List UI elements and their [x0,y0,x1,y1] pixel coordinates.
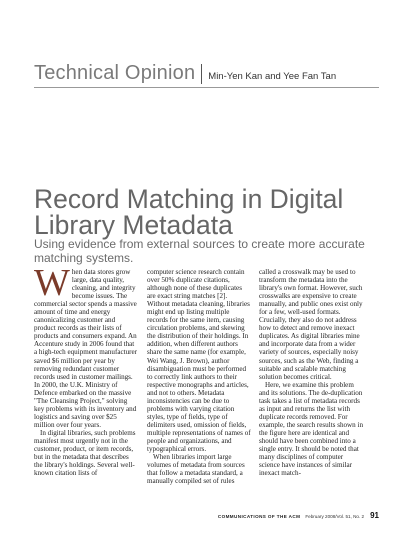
header [34,62,379,85]
paragraph: When libraries import large volumes of metadata from sources that follow a metadata standard, a manually compiled set of rules [147,453,245,486]
page-footer [34,511,379,520]
paragraph: computer science research contain over 50% duplicate citations, although none of these duplicates are exact string matches [2]. Without metadata cleaning, libraries might end up listing multiple records for the same item, causing circulation problems, and skewing the distribution of their holdings. In addition, when different authors share the same name (for example, Wei Wang, J. Brown), author disambiguation must be performed to correctly link authors to their respective monographs and articles, and not to others. Metadata inconsistencies can be due to problems with varying citation styles, type of fields, type of delimiters used, omission of fields, multiple representations of names of people and organizations, and typographical errors. [147,268,251,454]
header-rule [34,87,379,88]
paragraph-text: hen data stores grow large, data quality, cleaning, and integrity become issues. The commercial sector spends a massive amount of time and energy canonicalizing customer and product records as their lists of products and consumers expand. An Accenture study in 2006 found that a high-tech equipment manufacturer saved $6 million per year by removing redundant customer records used in customer mailings. In 2000, the U.K. Ministry of Defence embarked on the massive "The Cleansing Project," solving key problems with its inventory and logistics and saving over $25 million over four years. [34,268,138,429]
page-number: 91 [370,511,379,520]
paragraph: In digital libraries, such problems manifest most urgently not in the customer, product, or item records, but in the metadata that describes the library's holdings. Several well-known citation lists of [34,428,136,478]
journal-name: COMMUNICATIONS OF THE ACM [217,514,301,519]
paragraph [34,262,138,429]
article-subtitle: Using evidence from external sources to create more accurate matching systems. [34,237,365,265]
drop-cap: W [34,262,70,304]
paragraph: Here, we examine this problem and its solutions. The de-duplication task takes a list of metadata records as input and returns the list with duplicate records removed. For example, the search results shown in the figure here are identical and should have been combined into a single entry. It should be noted that many disciplines of computer science have instances of similar inexact match- [259,380,364,478]
issue-info: February 2008/Vol. 51, No. 2 [305,514,365,519]
section-label: Technical Opinion [34,62,196,84]
header-divider [201,64,202,84]
paragraph: called a crosswalk may be used to transform the metadata into the library's own format. However, such crosswalks are expensive to create manually, and public ones exist only for a few, well-used formats. Crucially, they also do not address how to detect and remove inexact duplicates. As digital libraries mine and incorporate data from a wider variety of sources, especially noisy sources, such as the Web, finding a suitable and scalable matching solution becomes critical. [259,268,363,381]
article-title: Record Matching in Digital Library Metadata [34,184,344,240]
body-column-3 [259,268,363,477]
body-column-1 [34,262,138,478]
body-column-2 [147,268,251,485]
authors: Min-Yen Kan and Yee Fan Tan [208,71,337,82]
